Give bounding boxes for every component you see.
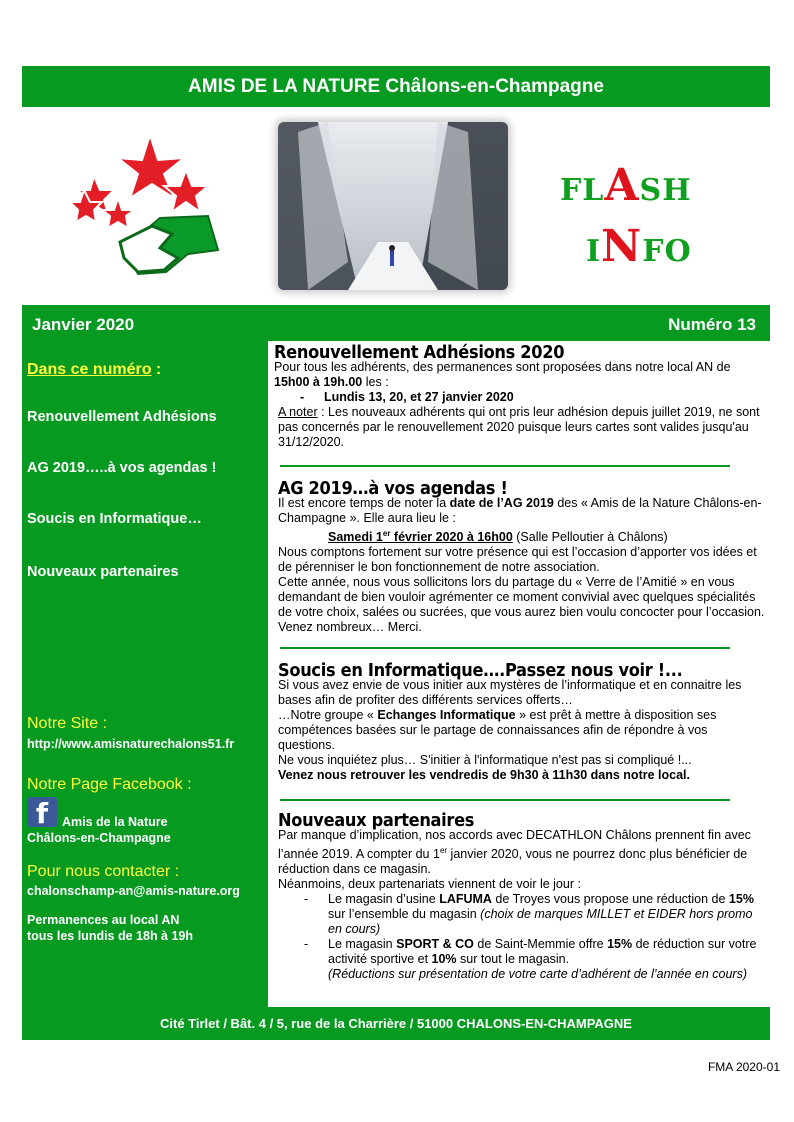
summary-heading [27,361,161,379]
facebook-page-name[interactable]: Amis de la Nature [62,815,168,829]
summary-item[interactable]: Renouvellement Adhésions [27,409,217,425]
partner-note: (choix de marques MILLET et EIDER hors promo en cours) [328,907,753,937]
permanence-line-2: tous les lundis de 18h à 19h [27,929,194,943]
partner-discount: 15% [607,937,633,952]
note-label: A noter [278,405,318,419]
article-text: des « Amis de la Nature Châlons-en-Champagne ». Elle aura lieu le : [278,496,762,525]
document-reference: FMA 2020-01 [707,1060,780,1074]
amis-de-la-nature-logo [68,130,228,278]
section-divider [280,465,730,467]
article-title: Renouvellement Adhésions 2020 [274,342,565,363]
article-informatique [278,660,766,783]
info-part-1: I [586,234,602,269]
partner-text: Le magasin d’usine [328,892,440,907]
article-bold-text: Echanges Informatique [377,708,516,722]
summary-item[interactable]: Nouveaux partenaires [27,564,179,580]
flash-info-logo [560,160,720,272]
date-superscript: er [382,529,391,538]
article-text: Cette année, nous vous sollicitons lors du partage du « Verre de l’Amitié » en vous demandant de bien vouloir agrémenter ce moment convivial avec quelques spécialités de votre choix, salées ou sucrées, que vous aurez bien voulu concocter pour l’occasion. Venez nombreux… Merci. [278,575,765,635]
flash-word [560,160,720,211]
facebook-page-city[interactable]: Châlons-en-Champagne [27,831,171,845]
info-word [586,221,720,272]
summary-title: Dans ce numéro [27,361,152,378]
facebook-icon[interactable]: f [27,797,57,827]
info-part-3: FO [642,234,692,269]
partner-text: de réduction sur votre activité sportive et [328,937,757,967]
partner-list-item [318,937,766,982]
issue-bar [22,305,770,341]
site-heading: Notre Site : [27,715,108,732]
partner-text: de Saint-Memmie offre [473,937,608,952]
article-text: » est prêt à mettre à disposition ses compétences basées sur le partage de connaissances afin de répondre à vos questions. [278,708,717,752]
article-title: Soucis en Informatique….Passez nous voir !... [278,660,683,681]
info-part-2: N [601,221,643,272]
article-bold-text: 15h00 à 19h.00 [274,375,363,389]
article-bold-text: date de l’AG 2019 [449,496,554,510]
association-name: AMIS DE LA NATURE Châlons-en-Champagne [188,76,604,97]
footer-address: Cité Tirlet / Bât. 4 / 5, rue de la Charrière / 51000 CHALONS-EN-CHAMPAGNE [160,1016,632,1031]
event-place: (Salle Pelloutier à Châlons) [512,530,668,545]
partner-discount: 15% [728,892,754,907]
article-text: Néanmoins, deux partenariats viennent de voir le jour : [278,877,581,892]
contact-email-link[interactable]: chalonschamp-an@amis-nature.org [27,884,240,898]
summary-item[interactable]: AG 2019…..à vos agendas ! [27,460,217,476]
note-text: : Les nouveaux adhérents qui ont pris leur adhésion depuis juillet 2019, ne sont pas concernés par le renouvellement 2020 puisque leurs cartes sont valides jusqu'au 31/12/2020. [278,405,760,449]
partner-text: sur tout le magasin. [456,952,570,967]
article-text: Pour tous les adhérents, des permanences sont proposées dans notre local AN de [274,360,731,374]
article-text: Ne vous inquiétez plus… S'initier à l'informatique n'est pas si compliqué !... [278,753,692,767]
section-divider [280,799,730,801]
issue-date: Janvier 2020 [32,315,135,334]
partner-name: LAFUMA [439,892,492,907]
star-logo [70,135,208,228]
permanence-line-1: Permanences au local AN [27,913,180,927]
event-date: Samedi 1 [328,530,383,545]
partner-note: (Réductions sur présentation de votre carte d’adhérent de l’année en cours) [328,967,748,982]
partner-text: Le magasin [328,937,397,952]
flash-part-3: SH [639,173,692,208]
date-superscript: er [439,846,448,855]
partner-text: de Troyes vous propose une réduction de [491,892,729,907]
article-partenaires [278,810,766,982]
footer-address-bar [22,1007,770,1040]
article-text: Si vous avez envie de vous initier aux mystères de l’informatique et en connaitre les bases afin de profiter des différents services offerts… [278,678,742,707]
article-text: janvier 2020, vous ne pourrez donc plus bénéficier de réduction dans ce magasin. [278,847,748,877]
article-text: Il est encore temps de noter la [278,496,450,510]
section-divider [280,647,730,649]
article-renouvellement [274,342,766,450]
issue-number: Numéro 13 [668,315,756,334]
article-title: Nouveaux partenaires [278,810,475,831]
main-content [270,341,770,1007]
event-time: février 2020 à 16h00 [390,530,513,545]
contact-heading: Pour nous contacter : [27,863,180,880]
site-url-link[interactable]: http://www.amisnaturechalons51.fr [27,737,235,751]
handshake-icon [120,216,218,274]
winter-forest-photo [278,122,508,290]
summary-colon: : [151,361,162,378]
flash-part-2: A [604,160,640,211]
article-ag [278,478,766,635]
partner-list-item [318,892,766,937]
facebook-heading: Notre Page Facebook : [27,776,192,793]
partner-text: sur l’ensemble du magasin [328,907,481,922]
summary-item[interactable]: Soucis en Informatique… [27,511,202,527]
article-text: Par manque d’implication, nos accords avec DECATHLON Châlons prennent fin avec l’année 2019. A compter du 1 [278,828,751,862]
partner-discount: 10% [431,952,457,967]
newsletter-title-banner [22,66,770,107]
article-text: les : [362,375,389,389]
date-list-item: - Lundis 13, 20, et 27 janvier 2020 [314,390,766,405]
article-text: Nous comptons fortement sur votre présence qui est l’occasion d’apporter vos idées et de pérenniser le bon fonctionnement de notre association. [278,545,757,575]
article-title: AG 2019…à vos agendas ! [278,478,508,499]
partner-name: SPORT & CO [396,937,474,952]
sidebar [22,341,268,1007]
article-text: …Notre groupe « [278,708,378,722]
flash-part-1: FL [560,173,605,208]
article-bold-text: Venez nous retrouver les vendredis de 9h30 à 11h30 dans notre local. [278,768,690,782]
